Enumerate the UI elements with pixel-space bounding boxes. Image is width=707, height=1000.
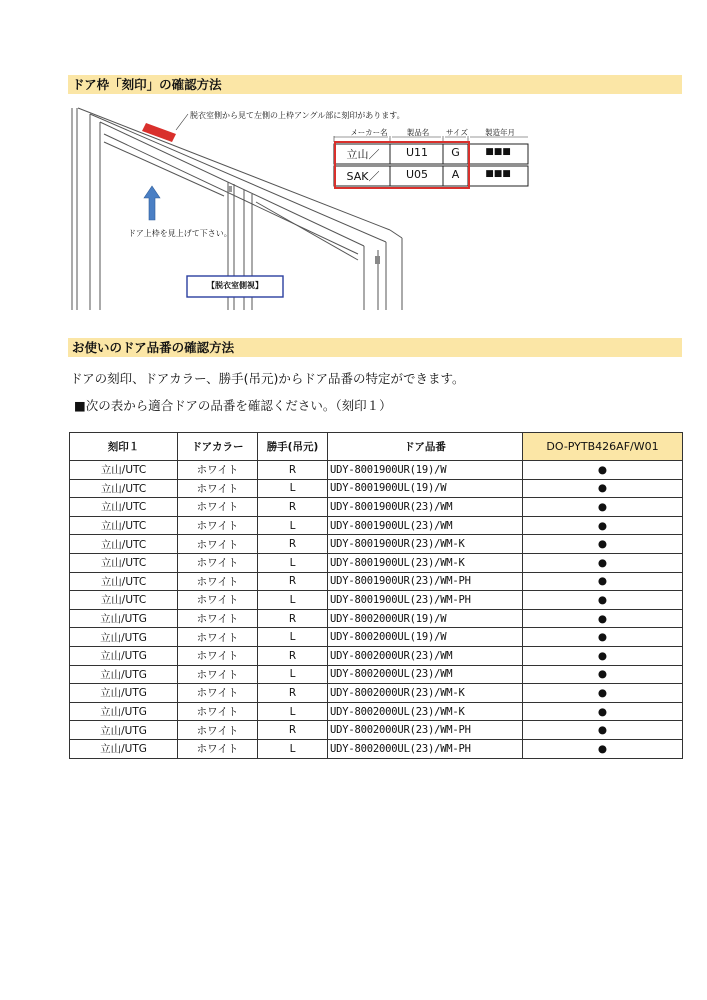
stamp-callout-text: 脱衣室側から見て左側の上枠アングル部に刻印があります。 [190, 111, 405, 120]
cell-color: ホワイト [178, 572, 258, 591]
cell-compatible-mark: ● [523, 516, 683, 535]
cell-compatible-mark: ● [523, 684, 683, 703]
cell-hinge: L [258, 516, 328, 535]
table-row [70, 535, 683, 554]
table-row [70, 646, 683, 665]
cell-door-part-number: UDY-8001900UL(23)/WM [328, 516, 523, 535]
cell-color: ホワイト [178, 498, 258, 517]
cell-stamp: 立山/UTG [70, 628, 178, 647]
arrow-up-icon [144, 186, 160, 220]
cell-color: ホワイト [178, 739, 258, 758]
cell-door-part-number: UDY-8002000UR(19)/W [328, 609, 523, 628]
cell-hinge: R [258, 684, 328, 703]
stamp-size-2: A [451, 168, 460, 181]
intro-line-1: ドアの刻印、ドアカラー、勝手(吊元)からドア品番の特定ができます。 [70, 371, 465, 386]
cell-compatible-mark: ● [523, 646, 683, 665]
cell-hinge: R [258, 535, 328, 554]
header-product: 製品名 [406, 128, 430, 137]
stamp-date-1: ■■■ [485, 147, 511, 157]
cell-stamp: 立山/UTG [70, 609, 178, 628]
section-heading-part-number: お使いのドア品番の確認方法 [68, 338, 682, 357]
cell-stamp: 立山/UTC [70, 498, 178, 517]
cell-hinge: L [258, 553, 328, 572]
cell-hinge: R [258, 721, 328, 740]
stamp-maker-2: SAK／ [346, 170, 380, 183]
cell-door-part-number: UDY-8001900UR(23)/WM-K [328, 535, 523, 554]
cell-hinge: L [258, 479, 328, 498]
col-door-part-number: ドア品番 [328, 433, 523, 461]
table-row [70, 572, 683, 591]
cell-door-part-number: UDY-8001900UR(23)/WM [328, 498, 523, 517]
cell-compatible-mark: ● [523, 702, 683, 721]
cell-compatible-mark: ● [523, 461, 683, 480]
cell-compatible-mark: ● [523, 609, 683, 628]
cell-hinge: L [258, 591, 328, 610]
cell-compatible-mark: ● [523, 572, 683, 591]
cell-door-part-number: UDY-8001900UR(19)/W [328, 461, 523, 480]
cell-color: ホワイト [178, 721, 258, 740]
cell-hinge: R [258, 609, 328, 628]
cell-color: ホワイト [178, 461, 258, 480]
arrow-instruction: ドア上枠を見上げて下さい。 [128, 229, 232, 238]
cell-hinge: L [258, 628, 328, 647]
header-size: サイズ [446, 128, 468, 137]
table-header-row [70, 433, 683, 461]
col-stamp: 刻印１ [70, 433, 178, 461]
view-label: 【脱衣室側視】 [207, 281, 263, 290]
cell-door-part-number: UDY-8002000UL(23)/WM [328, 665, 523, 684]
section-heading-stamp: ドア枠「刻印」の確認方法 [68, 75, 682, 94]
cell-stamp: 立山/UTG [70, 684, 178, 703]
cell-stamp: 立山/UTG [70, 702, 178, 721]
cell-stamp: 立山/UTG [70, 665, 178, 684]
cell-stamp: 立山/UTC [70, 591, 178, 610]
cell-compatible-mark: ● [523, 665, 683, 684]
cell-color: ホワイト [178, 665, 258, 684]
cell-color: ホワイト [178, 628, 258, 647]
cell-hinge: R [258, 461, 328, 480]
part-number-table [69, 432, 683, 759]
table-row [70, 702, 683, 721]
cell-stamp: 立山/UTC [70, 461, 178, 480]
cell-hinge: L [258, 739, 328, 758]
cell-color: ホワイト [178, 609, 258, 628]
table-row [70, 609, 683, 628]
col-model: DO-PYTB426AF/W01 [523, 433, 683, 461]
table-row [70, 479, 683, 498]
cell-door-part-number: UDY-8001900UL(19)/W [328, 479, 523, 498]
cell-stamp: 立山/UTG [70, 739, 178, 758]
cell-compatible-mark: ● [523, 498, 683, 517]
table-row [70, 553, 683, 572]
table-row [70, 628, 683, 647]
header-date: 製造年月 [485, 128, 515, 137]
cell-color: ホワイト [178, 479, 258, 498]
cell-door-part-number: UDY-8002000UR(23)/WM-K [328, 684, 523, 703]
cell-hinge: R [258, 498, 328, 517]
cell-color: ホワイト [178, 702, 258, 721]
cell-compatible-mark: ● [523, 553, 683, 572]
table-row [70, 461, 683, 480]
table-row [70, 739, 683, 758]
stamp-product-1: U11 [405, 146, 429, 159]
cell-color: ホワイト [178, 684, 258, 703]
cell-hinge: L [258, 665, 328, 684]
cell-color: ホワイト [178, 646, 258, 665]
cell-compatible-mark: ● [523, 721, 683, 740]
cell-hinge: R [258, 646, 328, 665]
stamp-product-2: U05 [405, 168, 429, 181]
cell-door-part-number: UDY-8001900UL(23)/WM-K [328, 553, 523, 572]
cell-stamp: 立山/UTC [70, 535, 178, 554]
cell-door-part-number: UDY-8002000UL(23)/WM-PH [328, 739, 523, 758]
table-row [70, 665, 683, 684]
stamp-maker-1: 立山／ [346, 148, 380, 161]
intro-line-2: ■次の表から適合ドアの品番を確認ください。（刻印１） [74, 398, 392, 413]
cell-door-part-number: UDY-8001900UR(23)/WM-PH [328, 572, 523, 591]
cell-color: ホワイト [178, 535, 258, 554]
table-row [70, 721, 683, 740]
cell-hinge: L [258, 702, 328, 721]
cell-stamp: 立山/UTC [70, 479, 178, 498]
cell-stamp: 立山/UTC [70, 553, 178, 572]
stamp-size-1: G [451, 146, 460, 159]
cell-stamp: 立山/UTC [70, 572, 178, 591]
cell-door-part-number: UDY-8002000UR(23)/WM [328, 646, 523, 665]
cell-compatible-mark: ● [523, 479, 683, 498]
header-maker: メーカー名 [350, 128, 388, 137]
cell-color: ホワイト [178, 516, 258, 535]
cell-door-part-number: UDY-8002000UR(23)/WM-PH [328, 721, 523, 740]
col-color: ドアカラー [178, 433, 258, 461]
cell-door-part-number: UDY-8002000UL(19)/W [328, 628, 523, 647]
cell-compatible-mark: ● [523, 535, 683, 554]
table-row [70, 684, 683, 703]
cell-stamp: 立山/UTC [70, 516, 178, 535]
cell-color: ホワイト [178, 591, 258, 610]
cell-stamp: 立山/UTG [70, 721, 178, 740]
table-row [70, 498, 683, 517]
cell-door-part-number: UDY-8002000UL(23)/WM-K [328, 702, 523, 721]
cell-compatible-mark: ● [523, 628, 683, 647]
cell-door-part-number: UDY-8001900UL(23)/WM-PH [328, 591, 523, 610]
col-hinge: 勝手(吊元) [258, 433, 328, 461]
table-row [70, 591, 683, 610]
cell-compatible-mark: ● [523, 591, 683, 610]
stamp-date-2: ■■■ [485, 169, 511, 179]
cell-hinge: R [258, 572, 328, 591]
cell-color: ホワイト [178, 553, 258, 572]
table-row [70, 516, 683, 535]
cell-compatible-mark: ● [523, 739, 683, 758]
cell-stamp: 立山/UTG [70, 646, 178, 665]
